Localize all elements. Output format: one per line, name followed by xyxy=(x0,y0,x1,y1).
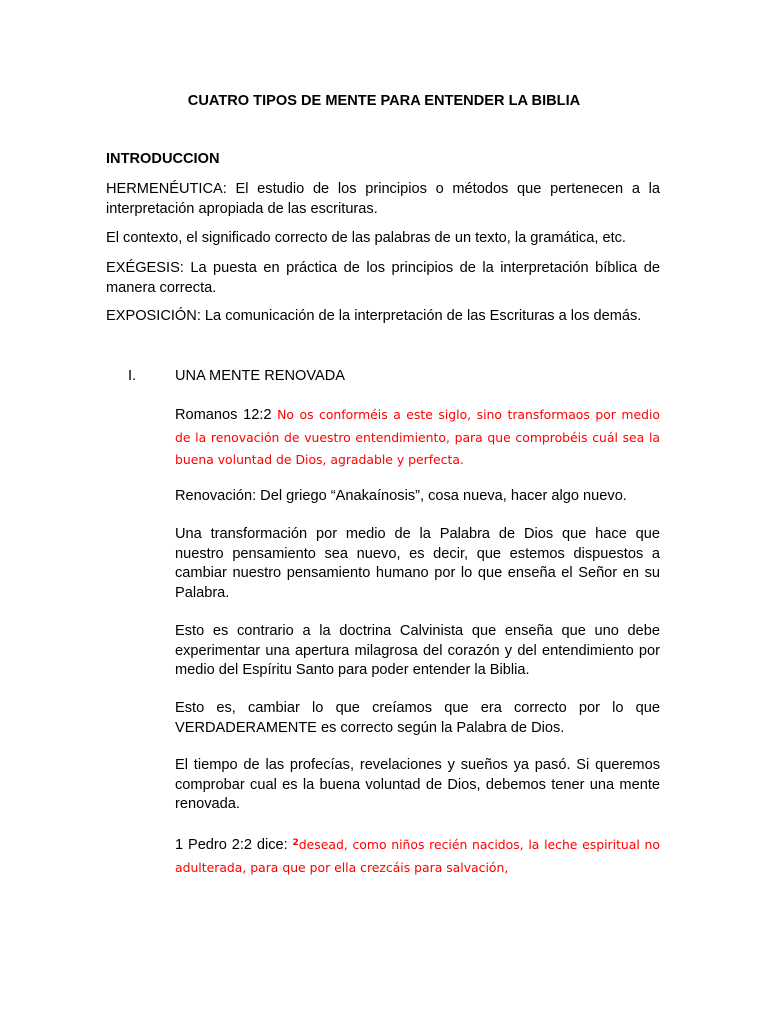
paragraph-tiempo: El tiempo de las profecías, revelaciones y sueños ya pasó. Si queremos comprobar cual es la buena voluntad de Dios, debemos tener una mente renovada. xyxy=(175,757,660,812)
section-number: I. xyxy=(128,368,137,384)
verse-reference: 1 Pedro 2:2 dice: xyxy=(175,837,293,853)
verse-romanos xyxy=(175,404,660,472)
intro-paragraph-exposicion: EXPOSICIÓN: La comunicación de la interpretación de las Escrituras a los demás. xyxy=(106,308,642,324)
verse-reference: Romanos 12:2 xyxy=(175,407,278,423)
verse-text: desead, como niños recién nacidos, la leche espiritual no adulterada, para que por ella crezcáis para salvación, xyxy=(175,837,660,875)
intro-paragraph-contexto: El contexto, el significado correcto de las palabras de un texto, la gramática, etc. xyxy=(106,230,626,246)
verse-number: 2 xyxy=(292,838,299,848)
intro-paragraph-hermeneutica: HERMENÉUTICA: El estudio de los principios o métodos que pertenecen a la interpretación apropiada de las escrituras. xyxy=(106,181,660,217)
intro-heading: INTRODUCCION xyxy=(106,151,220,167)
verse-pedro xyxy=(175,833,660,879)
document-title: CUATRO TIPOS DE MENTE PARA ENTENDER LA BIBLIA xyxy=(187,93,581,109)
paragraph-transformacion: Una transformación por medio de la Palabra de Dios que hace que nuestro pensamiento sea nuevo, es decir, que estemos dispuestos a cambiar nuestro pensamiento humano por lo que enseña el Señor en su Palabra. xyxy=(175,526,660,601)
paragraph-renovacion: Renovación: Del griego “Anakaínosis”, cosa nueva, hacer algo nuevo. xyxy=(175,488,627,504)
section-title: UNA MENTE RENOVADA xyxy=(175,368,346,384)
paragraph-esto-es: Esto es, cambiar lo que creíamos que era correcto por lo que VERDADERAMENTE es correcto según la Palabra de Dios. xyxy=(175,700,660,736)
intro-paragraph-exegesis: EXÉGESIS: La puesta en práctica de los principios de la interpretación bíblica de manera correcta. xyxy=(106,260,660,296)
paragraph-calvinista: Esto es contrario a la doctrina Calvinista que enseña que uno debe experimentar una apertura milagrosa del corazón y del entendimiento por medio del Espíritu Santo para poder entender la Biblia. xyxy=(175,623,660,678)
verse-text: No os conforméis a este siglo, sino transformaos por medio de la renovación de vuestro entendimiento, para que comprobéis cuál sea la buena voluntad de Dios, agradable y perfecta. xyxy=(175,407,660,467)
